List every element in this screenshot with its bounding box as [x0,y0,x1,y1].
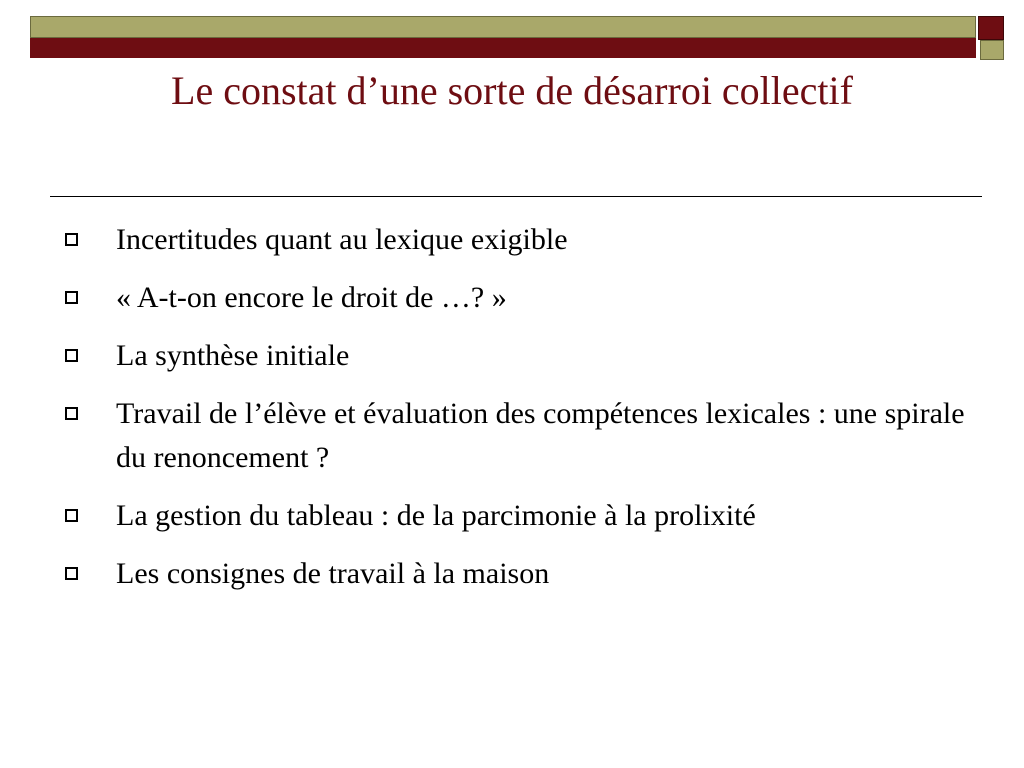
header-band-maroon [30,38,976,58]
corner-square-maroon [978,16,1004,40]
slide-title: Le constat d’une sorte de désarroi collectif [171,68,853,113]
bullet-text: Les consignes de travail à la maison [116,557,550,590]
hollow-square-icon [65,407,78,420]
bullet-text: Travail de l’élève et évaluation des compétences lexicales : une spirale du renoncement ? [116,397,965,474]
bullet-item [60,392,990,480]
hollow-square-icon [65,349,78,362]
bullet-item [60,334,990,378]
hollow-square-icon [65,567,78,580]
hollow-square-icon [65,291,78,304]
bullet-item [60,552,990,596]
title-divider [50,196,982,197]
header-band-olive [30,16,976,38]
bullet-text: « A-t-on encore le droit de …? » [116,281,507,314]
bullet-item [60,494,990,538]
bullet-text: Incertitudes quant au lexique exigible [116,223,568,256]
bullet-text: La synthèse initiale [116,339,350,372]
hollow-square-icon [65,233,78,246]
corner-square-olive [980,40,1004,60]
bullet-text: La gestion du tableau : de la parcimonie à la prolixité [116,499,756,532]
hollow-square-icon [65,509,78,522]
bullet-item [60,218,990,262]
bullet-item [60,276,990,320]
bullet-list [60,218,990,610]
